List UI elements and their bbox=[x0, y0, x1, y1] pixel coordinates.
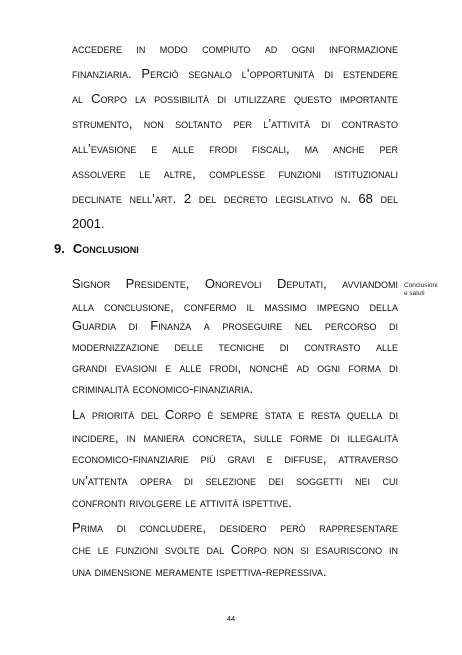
paragraph-2-line: confronti rivolgere le attività ispettive. bbox=[72, 495, 292, 510]
paragraph-2-line: economico-finanziarie più gravi e diffuse, attraverso bbox=[72, 451, 398, 466]
section-title: Conclusioni bbox=[72, 241, 139, 256]
paragraph-top-line: accedere in modo compiuto ad ogni informazione bbox=[72, 41, 398, 56]
paragraph-1-line: modernizzazione delle tecniche di contrasto alle bbox=[72, 339, 398, 354]
paragraph-3-line: una dimensione meramente ispettiva-repressiva. bbox=[72, 564, 327, 579]
paragraph-2-line: La priorità del Corpo è sempre stata e resta quella di bbox=[72, 407, 398, 422]
paragraph-3-line: che le funzioni svolte dal Corpo non si esauriscono in bbox=[72, 542, 398, 557]
margin-note-line: Conclusioni bbox=[404, 282, 438, 289]
section-number: 9. bbox=[54, 241, 65, 256]
margin-note bbox=[404, 282, 454, 298]
paragraph-1-line: criminalità economico-finanziaria. bbox=[72, 381, 254, 396]
paragraph-top-line: declinate nell’art. 2 del decreto legislativo n. 68 del bbox=[72, 191, 398, 206]
paragraph-top-line: strumento, non soltanto per l’attività di contrasto bbox=[72, 116, 398, 131]
page-number: 44 bbox=[226, 614, 236, 623]
paragraph-3-line: Prima di concludere, desidero però rappresentare bbox=[72, 520, 398, 535]
paragraph-top-line: assolvere le altre, complesse funzioni istituzionali bbox=[72, 166, 398, 181]
paragraph-1-line: Signor Presidente, Onorevoli Deputati, avviandomi bbox=[72, 276, 398, 291]
paragraph-1-line: Guardia di Finanza a proseguire nel percorso di bbox=[72, 318, 398, 333]
paragraph-top-line: all’evasione e alle frodi fiscali, ma anche per bbox=[72, 141, 398, 156]
paragraph-2-line: incidere, in maniera concreta, sulle forme di illegalità bbox=[72, 430, 398, 445]
section-heading bbox=[54, 241, 139, 257]
paragraph-1-line: alla conclusione, confermo il massimo impegno della bbox=[72, 299, 398, 314]
paragraph-top-line: al Corpo la possibilità di utilizzare questo importante bbox=[72, 91, 398, 106]
margin-note-line: e saluti bbox=[404, 290, 425, 297]
paragraph-2-line: un’attenta opera di selezione dei soggetti nei cui bbox=[72, 473, 398, 488]
paragraph-top-line: 2001. bbox=[72, 216, 105, 231]
paragraph-top-line: finanziaria. Perciò segnalo l’opportunità di estendere bbox=[72, 66, 398, 81]
paragraph-1-line: grandi evasioni e alle frodi, nonché ad ogni forma di bbox=[72, 360, 398, 375]
